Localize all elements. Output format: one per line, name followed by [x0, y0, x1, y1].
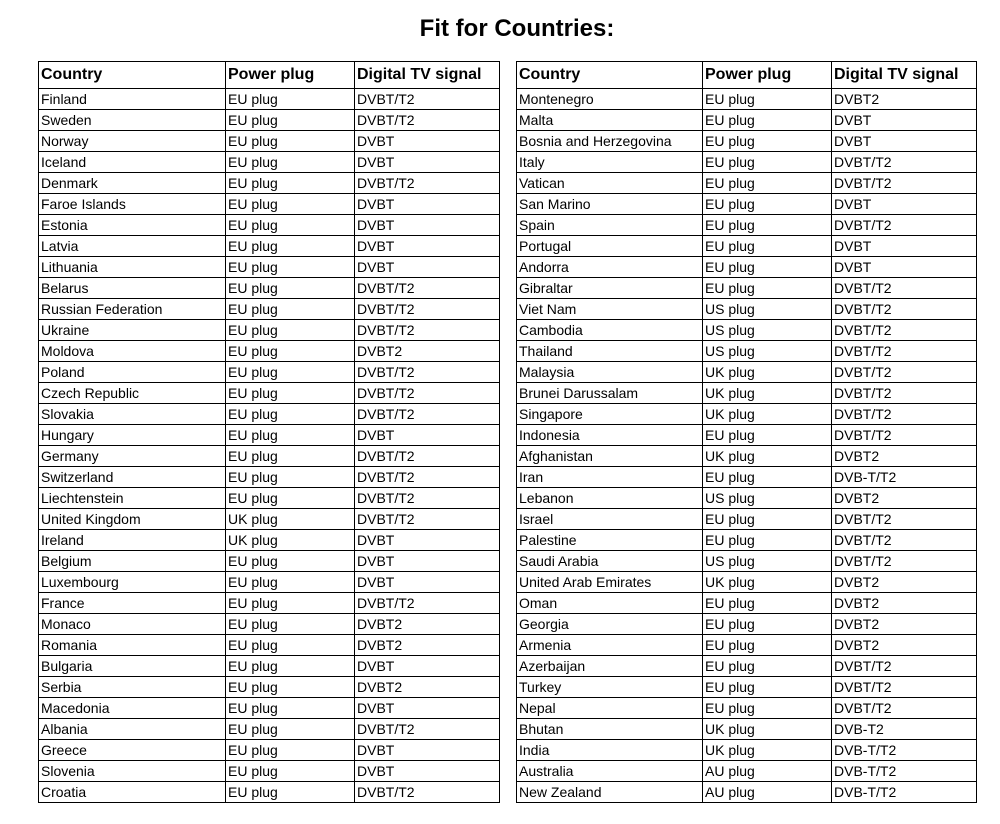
- power-plug-cell: EU plug: [226, 698, 355, 719]
- power-plug-cell: EU plug: [703, 698, 832, 719]
- country-cell: Hungary: [39, 425, 226, 446]
- tv-signal-cell: DVBT2: [832, 593, 977, 614]
- table-row: [39, 383, 500, 404]
- table-row: [39, 509, 500, 530]
- table-row: [39, 425, 500, 446]
- power-plug-cell: EU plug: [703, 215, 832, 236]
- country-cell: Turkey: [517, 677, 703, 698]
- country-cell: Afghanistan: [517, 446, 703, 467]
- power-plug-cell: UK plug: [703, 740, 832, 761]
- tv-signal-cell: DVBT/T2: [832, 404, 977, 425]
- country-cell: Ireland: [39, 530, 226, 551]
- table-row: [517, 509, 977, 530]
- country-cell: Belarus: [39, 278, 226, 299]
- tv-signal-cell: DVB-T/T2: [832, 740, 977, 761]
- tv-signal-cell: DVB-T/T2: [832, 467, 977, 488]
- tv-signal-cell: DVBT/T2: [832, 656, 977, 677]
- tv-signal-cell: DVBT/T2: [355, 320, 500, 341]
- country-cell: Latvia: [39, 236, 226, 257]
- tv-signal-cell: DVBT: [355, 740, 500, 761]
- table-row: [517, 278, 977, 299]
- country-table-right: [516, 61, 977, 803]
- power-plug-cell: EU plug: [703, 614, 832, 635]
- country-cell: Viet Nam: [517, 299, 703, 320]
- country-cell: Malta: [517, 110, 703, 131]
- power-plug-cell: EU plug: [226, 236, 355, 257]
- country-cell: Singapore: [517, 404, 703, 425]
- power-plug-cell: EU plug: [226, 320, 355, 341]
- power-plug-cell: EU plug: [226, 677, 355, 698]
- table-row: [517, 383, 977, 404]
- table-row: [39, 467, 500, 488]
- column-header-power-plug: Power plug: [703, 62, 832, 89]
- power-plug-cell: EU plug: [703, 467, 832, 488]
- country-cell: Azerbaijan: [517, 656, 703, 677]
- power-plug-cell: EU plug: [226, 719, 355, 740]
- power-plug-cell: EU plug: [226, 635, 355, 656]
- table-row: [517, 173, 977, 194]
- table-row: [517, 488, 977, 509]
- country-cell: Liechtenstein: [39, 488, 226, 509]
- tv-signal-cell: DVBT/T2: [832, 551, 977, 572]
- tv-signal-cell: DVB-T/T2: [832, 761, 977, 782]
- table-row: [517, 677, 977, 698]
- tv-signal-cell: DVBT/T2: [355, 299, 500, 320]
- table-row: [517, 257, 977, 278]
- table-row: [39, 551, 500, 572]
- table-row: [517, 236, 977, 257]
- power-plug-cell: EU plug: [703, 677, 832, 698]
- table-row: [39, 614, 500, 635]
- tv-signal-cell: DVBT/T2: [832, 299, 977, 320]
- power-plug-cell: EU plug: [226, 488, 355, 509]
- country-cell: Portugal: [517, 236, 703, 257]
- country-cell: Ukraine: [39, 320, 226, 341]
- table-row: [517, 299, 977, 320]
- table-row: [517, 740, 977, 761]
- tv-signal-cell: DVBT: [355, 761, 500, 782]
- table-row: [39, 572, 500, 593]
- tv-signal-cell: DVBT: [355, 131, 500, 152]
- country-cell: Belgium: [39, 551, 226, 572]
- country-cell: Finland: [39, 89, 226, 110]
- tv-signal-cell: DVBT2: [832, 488, 977, 509]
- table-row: [517, 320, 977, 341]
- power-plug-cell: EU plug: [703, 236, 832, 257]
- table-row: [517, 635, 977, 656]
- table-row: [39, 194, 500, 215]
- power-plug-cell: EU plug: [226, 782, 355, 803]
- tv-signal-cell: DVBT2: [355, 635, 500, 656]
- table-row: [517, 530, 977, 551]
- tv-signal-cell: DVBT/T2: [832, 278, 977, 299]
- country-cell: Malaysia: [517, 362, 703, 383]
- tv-signal-cell: DVBT/T2: [832, 425, 977, 446]
- power-plug-cell: US plug: [703, 341, 832, 362]
- power-plug-cell: EU plug: [226, 131, 355, 152]
- tv-signal-cell: DVBT/T2: [355, 446, 500, 467]
- country-cell: Monaco: [39, 614, 226, 635]
- power-plug-cell: EU plug: [226, 278, 355, 299]
- tv-signal-cell: DVBT/T2: [832, 677, 977, 698]
- power-plug-cell: EU plug: [703, 509, 832, 530]
- country-cell: United Kingdom: [39, 509, 226, 530]
- power-plug-cell: UK plug: [226, 509, 355, 530]
- power-plug-cell: EU plug: [703, 425, 832, 446]
- country-cell: Bulgaria: [39, 656, 226, 677]
- table-row: [39, 299, 500, 320]
- power-plug-cell: EU plug: [226, 593, 355, 614]
- table-row: [39, 404, 500, 425]
- country-cell: Brunei Darussalam: [517, 383, 703, 404]
- power-plug-cell: EU plug: [703, 593, 832, 614]
- tv-signal-cell: DVBT/T2: [355, 110, 500, 131]
- country-cell: Palestine: [517, 530, 703, 551]
- table-row: [517, 110, 977, 131]
- power-plug-cell: UK plug: [703, 572, 832, 593]
- tv-signal-cell: DVBT: [355, 656, 500, 677]
- country-cell: Slovenia: [39, 761, 226, 782]
- country-cell: Australia: [517, 761, 703, 782]
- country-cell: Poland: [39, 362, 226, 383]
- country-cell: Montenegro: [517, 89, 703, 110]
- table-row: [39, 341, 500, 362]
- power-plug-cell: UK plug: [703, 404, 832, 425]
- power-plug-cell: EU plug: [226, 761, 355, 782]
- country-cell: Denmark: [39, 173, 226, 194]
- tv-signal-cell: DVBT2: [832, 446, 977, 467]
- country-cell: Bosnia and Herzegovina: [517, 131, 703, 152]
- power-plug-cell: AU plug: [703, 761, 832, 782]
- table-row: [517, 593, 977, 614]
- table-row: [517, 341, 977, 362]
- table-row: [39, 110, 500, 131]
- tv-signal-cell: DVBT: [355, 236, 500, 257]
- country-cell: Thailand: [517, 341, 703, 362]
- table-row: [39, 740, 500, 761]
- table-row: [517, 467, 977, 488]
- power-plug-cell: EU plug: [226, 215, 355, 236]
- table-row: [39, 761, 500, 782]
- tv-signal-cell: DVBT: [832, 236, 977, 257]
- table-row: [517, 131, 977, 152]
- tv-signal-cell: DVBT2: [832, 614, 977, 635]
- table-row: [517, 572, 977, 593]
- power-plug-cell: EU plug: [703, 131, 832, 152]
- table-row: [39, 89, 500, 110]
- tv-signal-cell: DVBT2: [832, 635, 977, 656]
- power-plug-cell: EU plug: [703, 110, 832, 131]
- table-row: [517, 404, 977, 425]
- tv-signal-cell: DVBT: [355, 551, 500, 572]
- tv-signal-cell: DVBT/T2: [355, 509, 500, 530]
- country-cell: India: [517, 740, 703, 761]
- tv-signal-cell: DVBT/T2: [832, 215, 977, 236]
- power-plug-cell: UK plug: [703, 383, 832, 404]
- country-cell: Andorra: [517, 257, 703, 278]
- country-cell: Oman: [517, 593, 703, 614]
- country-cell: Sweden: [39, 110, 226, 131]
- table-row: [39, 215, 500, 236]
- table-row: [517, 719, 977, 740]
- power-plug-cell: EU plug: [703, 194, 832, 215]
- country-cell: France: [39, 593, 226, 614]
- power-plug-cell: EU plug: [226, 110, 355, 131]
- power-plug-cell: EU plug: [703, 152, 832, 173]
- power-plug-cell: AU plug: [703, 782, 832, 803]
- power-plug-cell: EU plug: [226, 467, 355, 488]
- tv-signal-cell: DVBT2: [355, 341, 500, 362]
- table-row: [39, 257, 500, 278]
- country-cell: Switzerland: [39, 467, 226, 488]
- tv-signal-cell: DVBT/T2: [832, 320, 977, 341]
- country-cell: Iceland: [39, 152, 226, 173]
- country-cell: New Zealand: [517, 782, 703, 803]
- table-row: [39, 173, 500, 194]
- power-plug-cell: EU plug: [226, 425, 355, 446]
- country-cell: Lithuania: [39, 257, 226, 278]
- tv-signal-cell: DVBT: [832, 131, 977, 152]
- power-plug-cell: EU plug: [226, 446, 355, 467]
- country-cell: Estonia: [39, 215, 226, 236]
- table-row: [517, 215, 977, 236]
- country-cell: Israel: [517, 509, 703, 530]
- power-plug-cell: EU plug: [226, 173, 355, 194]
- power-plug-cell: EU plug: [703, 656, 832, 677]
- tv-signal-cell: DVBT/T2: [832, 362, 977, 383]
- table-row: [517, 614, 977, 635]
- country-cell: Cambodia: [517, 320, 703, 341]
- table-row: [39, 362, 500, 383]
- country-cell: Germany: [39, 446, 226, 467]
- country-cell: Albania: [39, 719, 226, 740]
- tv-signal-cell: DVBT/T2: [355, 383, 500, 404]
- tv-signal-cell: DVBT: [355, 215, 500, 236]
- tv-signal-cell: DVBT: [355, 572, 500, 593]
- table-header-row: [39, 62, 500, 89]
- country-cell: Spain: [517, 215, 703, 236]
- tv-signal-cell: DVBT: [355, 698, 500, 719]
- country-cell: Bhutan: [517, 719, 703, 740]
- tv-signal-cell: DVBT/T2: [832, 509, 977, 530]
- table-row: [517, 698, 977, 719]
- tv-signal-cell: DVBT/T2: [832, 152, 977, 173]
- country-cell: Romania: [39, 635, 226, 656]
- table-row: [517, 152, 977, 173]
- table-row: [39, 131, 500, 152]
- country-cell: San Marino: [517, 194, 703, 215]
- table-row: [39, 236, 500, 257]
- table-row: [39, 635, 500, 656]
- power-plug-cell: EU plug: [226, 341, 355, 362]
- tv-signal-cell: DVBT/T2: [355, 278, 500, 299]
- column-header-digital-tv-signal: Digital TV signal: [832, 62, 977, 89]
- power-plug-cell: EU plug: [703, 173, 832, 194]
- table-row: [517, 446, 977, 467]
- power-plug-cell: EU plug: [226, 152, 355, 173]
- power-plug-cell: EU plug: [226, 89, 355, 110]
- power-plug-cell: EU plug: [226, 572, 355, 593]
- country-cell: Russian Federation: [39, 299, 226, 320]
- column-header-power-plug: Power plug: [226, 62, 355, 89]
- tv-signal-cell: DVBT2: [832, 89, 977, 110]
- table-row: [39, 530, 500, 551]
- table-row: [517, 761, 977, 782]
- table-row: [39, 593, 500, 614]
- country-cell: Slovakia: [39, 404, 226, 425]
- page-title: Fit for Countries:: [419, 15, 615, 42]
- country-cell: Vatican: [517, 173, 703, 194]
- country-cell: Czech Republic: [39, 383, 226, 404]
- power-plug-cell: EU plug: [226, 362, 355, 383]
- tv-signal-cell: DVB-T/T2: [832, 782, 977, 803]
- table-row: [517, 656, 977, 677]
- country-cell: Saudi Arabia: [517, 551, 703, 572]
- column-header-digital-tv-signal: Digital TV signal: [355, 62, 500, 89]
- tv-signal-cell: DVBT/T2: [355, 467, 500, 488]
- table-header-row: [517, 62, 977, 89]
- table-row: [39, 488, 500, 509]
- power-plug-cell: EU plug: [226, 299, 355, 320]
- power-plug-cell: EU plug: [703, 89, 832, 110]
- country-cell: Italy: [517, 152, 703, 173]
- tv-signal-cell: DVBT2: [832, 572, 977, 593]
- power-plug-cell: EU plug: [226, 383, 355, 404]
- power-plug-cell: EU plug: [226, 551, 355, 572]
- tv-signal-cell: DVBT: [355, 425, 500, 446]
- country-cell: Indonesia: [517, 425, 703, 446]
- tv-signal-cell: DVBT/T2: [355, 362, 500, 383]
- power-plug-cell: EU plug: [226, 404, 355, 425]
- country-cell: Iran: [517, 467, 703, 488]
- table-row: [39, 278, 500, 299]
- table-row: [39, 698, 500, 719]
- tv-signal-cell: DVBT/T2: [832, 341, 977, 362]
- tv-signal-cell: DVBT/T2: [355, 404, 500, 425]
- power-plug-cell: UK plug: [703, 446, 832, 467]
- tv-signal-cell: DVBT/T2: [832, 698, 977, 719]
- tv-signal-cell: DVBT/T2: [832, 383, 977, 404]
- country-cell: Macedonia: [39, 698, 226, 719]
- power-plug-cell: UK plug: [226, 530, 355, 551]
- table-row: [39, 320, 500, 341]
- table-row: [517, 551, 977, 572]
- power-plug-cell: UK plug: [703, 362, 832, 383]
- tv-signal-cell: DVBT/T2: [355, 782, 500, 803]
- country-cell: Serbia: [39, 677, 226, 698]
- table-row: [39, 782, 500, 803]
- power-plug-cell: EU plug: [703, 635, 832, 656]
- power-plug-cell: EU plug: [703, 257, 832, 278]
- country-cell: Faroe Islands: [39, 194, 226, 215]
- country-table-left: [38, 61, 500, 803]
- power-plug-cell: EU plug: [226, 194, 355, 215]
- power-plug-cell: US plug: [703, 488, 832, 509]
- tv-signal-cell: DVBT/T2: [355, 593, 500, 614]
- tv-signal-cell: DVBT/T2: [832, 173, 977, 194]
- tv-signal-cell: DVBT: [832, 257, 977, 278]
- country-cell: Luxembourg: [39, 572, 226, 593]
- table-row: [517, 194, 977, 215]
- table-row: [39, 719, 500, 740]
- tv-signal-cell: DVBT2: [355, 677, 500, 698]
- column-header-country: Country: [517, 62, 703, 89]
- country-cell: Norway: [39, 131, 226, 152]
- power-plug-cell: UK plug: [703, 719, 832, 740]
- power-plug-cell: EU plug: [226, 257, 355, 278]
- country-cell: Greece: [39, 740, 226, 761]
- power-plug-cell: EU plug: [703, 530, 832, 551]
- power-plug-cell: EU plug: [226, 740, 355, 761]
- table-row: [39, 677, 500, 698]
- country-cell: Nepal: [517, 698, 703, 719]
- country-cell: Armenia: [517, 635, 703, 656]
- column-header-country: Country: [39, 62, 226, 89]
- power-plug-cell: US plug: [703, 299, 832, 320]
- table-row: [517, 89, 977, 110]
- table-row: [517, 362, 977, 383]
- country-cell: Georgia: [517, 614, 703, 635]
- country-cell: United Arab Emirates: [517, 572, 703, 593]
- tv-signal-cell: DVBT/T2: [355, 488, 500, 509]
- table-row: [39, 656, 500, 677]
- country-cell: Moldova: [39, 341, 226, 362]
- tv-signal-cell: DVBT: [832, 110, 977, 131]
- table-row: [517, 782, 977, 803]
- power-plug-cell: US plug: [703, 551, 832, 572]
- table-row: [517, 425, 977, 446]
- country-cell: Lebanon: [517, 488, 703, 509]
- table-row: [39, 152, 500, 173]
- tv-signal-cell: DVBT/T2: [355, 89, 500, 110]
- power-plug-cell: EU plug: [703, 278, 832, 299]
- tv-signal-cell: DVBT: [832, 194, 977, 215]
- tv-signal-cell: DVBT: [355, 194, 500, 215]
- tv-signal-cell: DVBT/T2: [355, 719, 500, 740]
- tv-signal-cell: DVBT: [355, 152, 500, 173]
- tv-signal-cell: DVB-T2: [832, 719, 977, 740]
- tv-signal-cell: DVBT2: [355, 614, 500, 635]
- tv-signal-cell: DVBT/T2: [832, 530, 977, 551]
- table-row: [39, 446, 500, 467]
- country-cell: Croatia: [39, 782, 226, 803]
- tv-signal-cell: DVBT: [355, 530, 500, 551]
- power-plug-cell: EU plug: [226, 656, 355, 677]
- power-plug-cell: EU plug: [226, 614, 355, 635]
- power-plug-cell: US plug: [703, 320, 832, 341]
- tv-signal-cell: DVBT/T2: [355, 173, 500, 194]
- country-cell: Gibraltar: [517, 278, 703, 299]
- tv-signal-cell: DVBT: [355, 257, 500, 278]
